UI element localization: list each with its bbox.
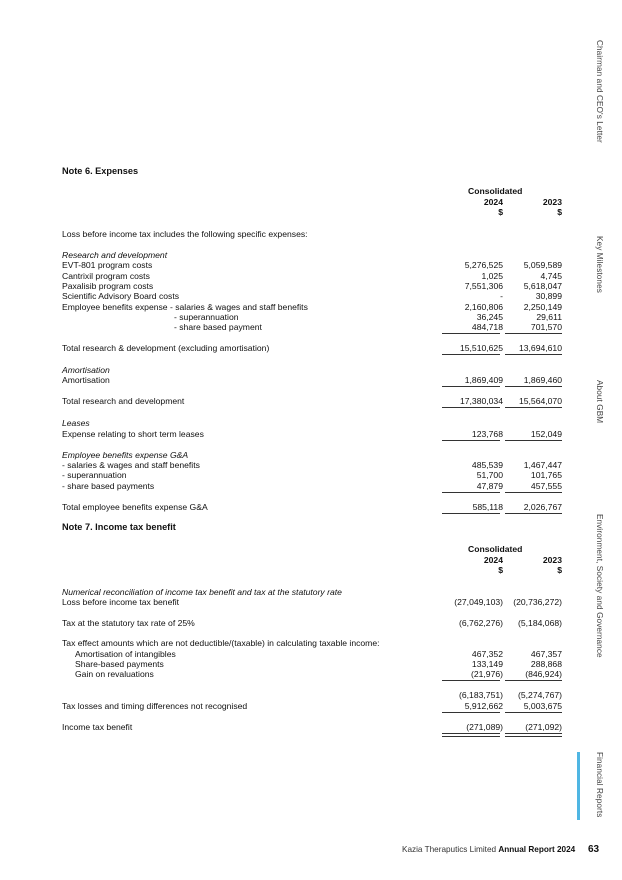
subtotal-rule [505,712,562,713]
note7-unit-2023: $ [557,565,562,575]
value-2023: (846,924) [525,669,562,679]
note6-unit-2023: $ [557,207,562,217]
value-2023: 457,555 [530,481,562,491]
row-label: - superannuation [174,312,239,322]
value-2023: 30,899 [535,291,562,301]
side-nav-key-milestones[interactable] [593,236,607,293]
value-2023: (271,092) [525,722,562,732]
total-label: Total research & development (excluding amortisation) [62,343,270,353]
value-2024: 2,160,806 [464,302,503,312]
side-nav-about-gbm[interactable] [593,380,607,424]
subtotal-rule [505,680,562,681]
value-2024: 7,551,306 [464,281,503,291]
row-label: - share based payment [174,322,262,332]
value-2023: 1,467,447 [523,460,562,470]
note7-group-header: Consolidated [468,544,523,554]
value-2024: 15,510,625 [459,343,503,353]
value-2023: 1,869,460 [523,375,562,385]
side-nav-label: Financial Reports [595,752,604,818]
note7-col-2023: 2023 [542,555,562,565]
value-2024: 5,276,525 [464,260,503,270]
footer-report: Annual Report 2024 [498,845,576,854]
value-2023: (5,184,068) [518,618,562,628]
value-2024: 47,879 [476,481,503,491]
effect-heading: Tax effect amounts which are not deductible/(taxable) in calculating taxable income: [62,638,380,648]
total-rule [505,407,562,408]
total-rule [442,407,500,408]
value-2023: 13,694,610 [518,343,562,353]
note6-title: Note 6. Expenses [62,166,139,176]
value-2023: 5,618,047 [523,281,562,291]
value-2024: 17,380,034 [459,396,503,406]
total-rule [505,354,562,355]
row-label: Scientific Advisory Board costs [62,291,180,301]
value-2023: 4,745 [540,271,562,281]
value-2023: 15,564,070 [518,396,562,406]
row-label: - superannuation [62,470,127,480]
value-2024: (6,762,276) [459,618,503,628]
rd-heading: Research and development [62,250,168,260]
value-2024: 1,025 [481,271,503,281]
value-2024: (21,976) [470,669,503,679]
subtotal-2023: (5,274,767) [518,690,562,700]
value-2024: 1,869,409 [464,375,503,385]
value-2023: 288,868 [530,659,562,669]
subtotal-rule [442,712,500,713]
value-2023: 2,250,149 [523,302,562,312]
value-2023: 29,611 [536,312,562,322]
value-2024: 484,718 [471,322,503,332]
subtotal-2024: (6,183,751) [459,690,503,700]
note6-intro: Loss before income tax includes the following specific expenses: [62,229,308,239]
note6-unit-2024: $ [498,207,503,217]
value-2024: (27,049,103) [454,597,503,607]
side-nav-chairman-letter[interactable] [593,40,607,143]
subtotal-rule [505,333,562,334]
side-nav-financial-reports[interactable] [593,752,607,818]
row-label: Income tax benefit [62,722,133,732]
row-label: Cantrixil program costs [62,271,150,281]
row-label: Amortisation of intangibles [75,649,176,659]
value-2023: 467,357 [530,649,562,659]
grand-total-rule [442,733,500,737]
value-2023: 701,570 [530,322,562,332]
row-label: Gain on revaluations [75,669,154,679]
subtotal-rule [442,333,500,334]
grand-total-rule [505,733,562,737]
row-label: Amortisation [62,375,110,385]
value-2023: 5,003,675 [523,701,562,711]
recon-heading: Numerical reconciliation of income tax benefit and tax at the statutory rate [62,587,342,597]
value-2024: 5,912,662 [464,701,503,711]
note6-group-header: Consolidated [468,186,523,196]
value-2024: 585,118 [472,502,503,512]
total-rule [442,513,500,514]
value-2024: 51,700 [476,470,503,480]
leases-heading: Leases [62,418,90,428]
side-nav-label: Key Milestones [595,236,604,293]
value-2023: 5,059,589 [523,260,562,270]
footer-report-title [402,845,575,854]
row-label: Paxalisib program costs [62,281,154,291]
row-label: - salaries & wages and staff benefits [62,460,200,470]
amortisation-heading: Amortisation [62,365,110,375]
page-number: 63 [588,844,600,855]
side-nav-label: Environment, Society and Governance [595,514,604,658]
row-label: Employee benefits expense - salaries & wages and staff benefits [62,302,308,312]
total-rule [505,513,562,514]
active-section-indicator [577,752,580,820]
value-2024: 467,352 [471,649,503,659]
value-2024: 485,539 [471,460,503,470]
value-2024: - [500,291,503,301]
total-rule [442,354,500,355]
value-2024: (271,089) [466,722,503,732]
row-label: - share based payments [62,481,155,491]
value-2023: (20,736,272) [513,597,562,607]
row-label: Share-based payments [75,659,164,669]
value-2023: 101,765 [530,470,562,480]
ga-heading: Employee benefits expense G&A [62,450,189,460]
subtotal-rule [442,386,500,387]
note6-col-2024: 2024 [483,197,503,207]
value-2024: 36,245 [476,312,503,322]
row-label: EVT-801 program costs [62,260,153,270]
subtotal-rule [442,492,500,493]
subtotal-rule [442,680,500,681]
row-label: Expense relating to short term leases [62,429,204,439]
value-2024: 133,149 [471,659,503,669]
note7-unit-2024: $ [498,565,503,575]
subtotal-rule [505,492,562,493]
note6-col-2023: 2023 [542,197,562,207]
side-nav-label: About GBM [595,380,604,424]
note7-col-2024: 2024 [483,555,503,565]
total-rule [505,440,562,441]
subtotal-rule [505,386,562,387]
note7-title: Note 7. Income tax benefit [62,522,176,532]
total-rule [442,440,500,441]
side-nav-label: Chairman and CEO's Letter [595,40,604,143]
row-label: Tax at the statutory tax rate of 25% [62,618,195,628]
row-label: Tax losses and timing differences not recognised [62,701,248,711]
value-2023: 152,049 [530,429,562,439]
total-label: Total employee benefits expense G&A [62,502,208,512]
row-label: Loss before income tax benefit [62,597,180,607]
value-2023: 2,026,767 [523,502,562,512]
value-2024: 123,768 [471,429,503,439]
total-label: Total research and development [62,396,185,406]
footer-company: Kazia Theraputics Limited [402,845,499,854]
side-nav-esg[interactable] [593,514,607,658]
